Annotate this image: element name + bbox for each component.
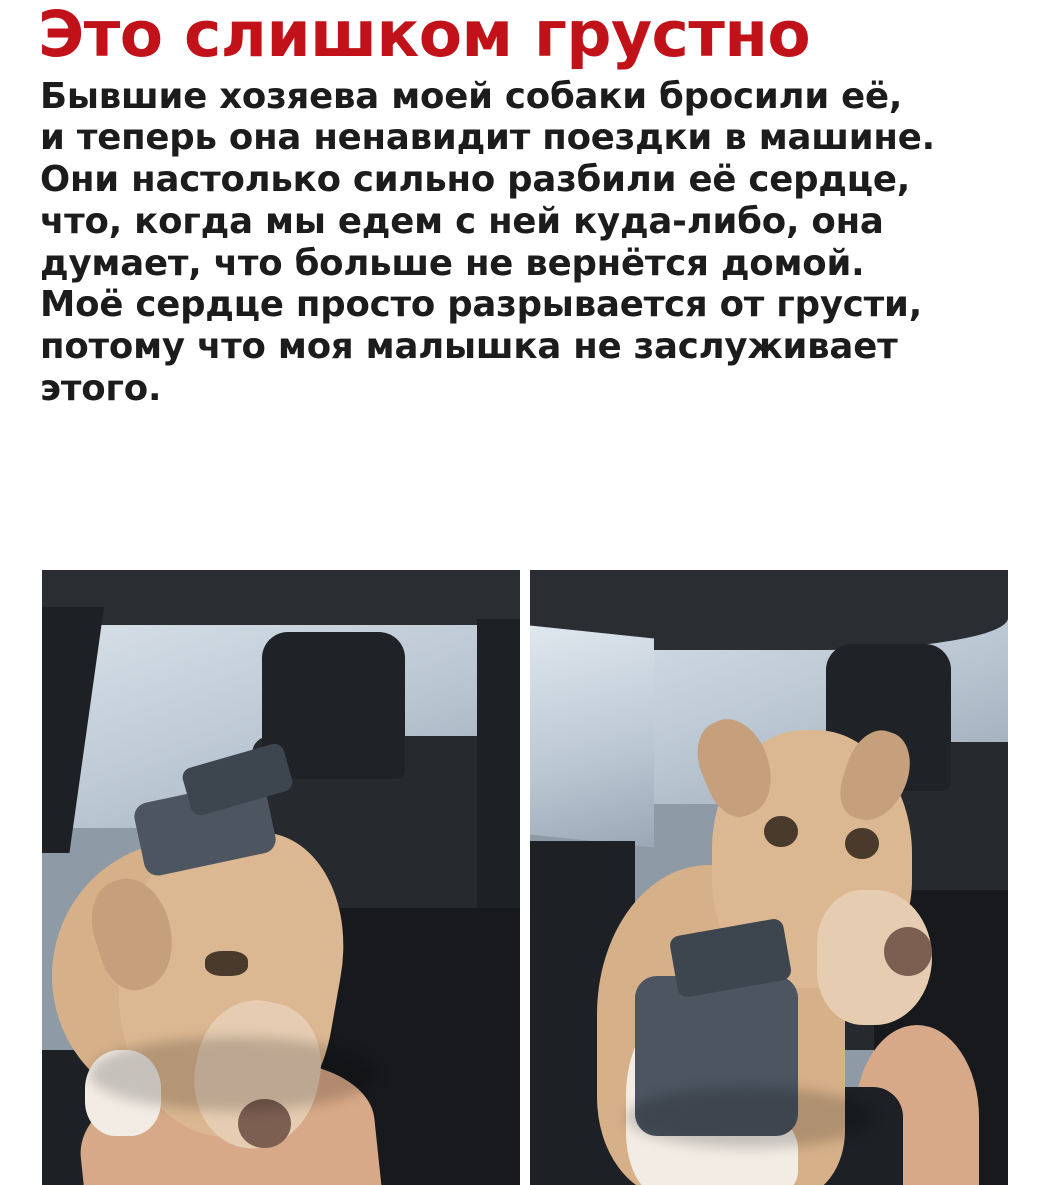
car-door-frame [477,619,520,927]
photo-shadow [626,1087,875,1149]
dog-nose [884,927,932,976]
side-window-glass [530,625,654,847]
body-line: этого. [40,367,162,409]
dog-eye [764,816,797,847]
body-line: думает, что больше не вернётся домой. [40,242,865,284]
car-roof [42,570,520,625]
page-title: Это слишком грустно [38,0,811,71]
photo-dog-sitting [530,570,1008,1185]
dog-eye [845,828,878,859]
body-line: и теперь она ненавидит поездки в машине. [40,117,935,159]
body-line: Они настолько сильно разбили её сердце, [40,159,911,201]
photo-dog-resting-head [42,570,520,1185]
meme-body-text [0,76,1050,410]
body-line: Бывшие хозяева моей собаки бросили её, [40,75,903,117]
body-line: потому что моя малышка не заслуживает [40,325,898,367]
body-line: что, когда мы едем с ней куда-либо, она [40,200,884,242]
photo-shadow [90,1037,377,1111]
dog-eye [205,951,248,976]
body-line: Моё сердце просто разрывается от грусти, [40,284,922,326]
photo-row [0,570,1050,1185]
